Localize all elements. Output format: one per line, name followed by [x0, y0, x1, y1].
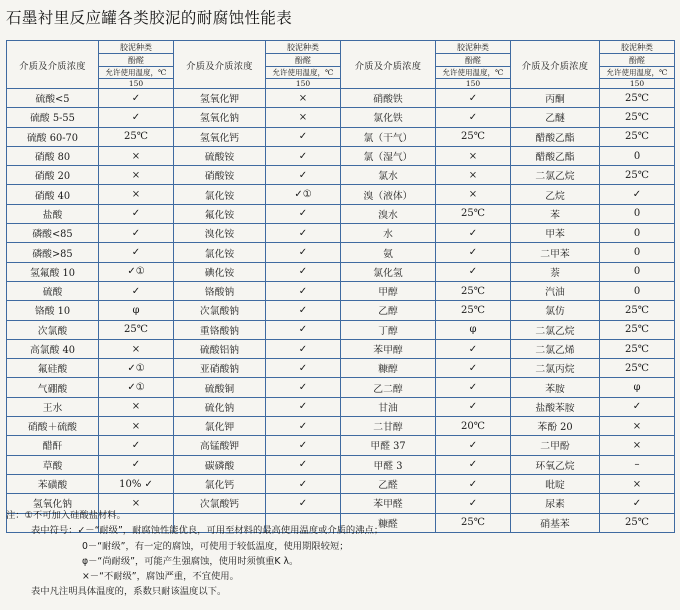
medium-cell: 乙二醇 — [341, 378, 436, 397]
header-cement-name: 酚醛 — [99, 54, 174, 67]
medium-cell: 丙酮 — [511, 89, 600, 108]
medium-cell: 氯化铵 — [174, 243, 266, 262]
note-line: φ－“尚耐级”，可能产生强腐蚀，使用时须慎重K λ。 — [82, 555, 299, 567]
rating-cell: 0 — [600, 204, 675, 223]
rating-cell: φ — [600, 378, 675, 397]
rating-cell: 25℃ — [436, 127, 511, 146]
rating-cell: ✓ — [266, 417, 341, 436]
medium-cell: 溴化铵 — [174, 224, 266, 243]
rating-cell: 0 — [600, 243, 675, 262]
rating-cell: 25℃ — [436, 281, 511, 300]
rating-cell: × — [99, 146, 174, 165]
rating-cell: ✓ — [99, 204, 174, 223]
table-row — [7, 127, 675, 146]
medium-cell: 氯（干气） — [341, 127, 436, 146]
header-cement-name: 酚醛 — [600, 54, 675, 67]
medium-cell: 磷酸<85 — [7, 224, 99, 243]
rating-cell: ✓ — [266, 262, 341, 281]
header-medium: 介质及介质浓度 — [511, 41, 600, 89]
medium-cell: 氯水 — [341, 166, 436, 185]
medium-cell: 乙醇 — [341, 301, 436, 320]
medium-cell: 甘油 — [341, 397, 436, 416]
header-max-temp-value: 150 — [99, 79, 174, 89]
rating-cell: ✓ — [436, 397, 511, 416]
table-row — [7, 166, 675, 185]
table-row — [7, 339, 675, 358]
rating-cell: ✓ — [99, 455, 174, 474]
medium-cell: 氯化铁 — [341, 108, 436, 127]
note-line: 注：①不可加入硅酸盐材料。 — [6, 510, 126, 521]
medium-cell: 二氯丙烷 — [511, 359, 600, 378]
rating-cell: ✓ — [436, 474, 511, 493]
header-cement-type: 胶泥种类 — [600, 41, 675, 54]
medium-cell: 二氯乙烷 — [511, 166, 600, 185]
note-line: 表中凡注明具体温度的，系数只耐该温度以下。 — [31, 586, 227, 598]
medium-cell: 硝酸 40 — [7, 185, 99, 204]
medium-cell: 高锰酸钾 — [174, 436, 266, 455]
medium-cell: 氢氧化钠 — [174, 108, 266, 127]
rating-cell: ✓ — [436, 262, 511, 281]
rating-cell: ✓ — [436, 108, 511, 127]
medium-cell: 苯 — [511, 204, 600, 223]
rating-cell: ✓ — [266, 224, 341, 243]
medium-cell: 二氯乙烯 — [511, 339, 600, 358]
rating-cell: × — [600, 474, 675, 493]
rating-cell: ✓ — [600, 397, 675, 416]
table-row — [7, 108, 675, 127]
rating-cell: – — [600, 455, 675, 474]
rating-cell: ✓ — [436, 243, 511, 262]
rating-cell: ✓ — [266, 243, 341, 262]
medium-cell: 硫酸铵 — [174, 146, 266, 165]
medium-cell: 硫化钠 — [174, 397, 266, 416]
header-medium: 介质及介质浓度 — [174, 41, 266, 89]
medium-cell: 丁醇 — [341, 320, 436, 339]
medium-cell: 苯酚 20 — [511, 417, 600, 436]
medium-cell: 醋酸乙酯 — [511, 146, 600, 165]
note-line: ×－“不耐级”，腐蚀严重，不宜使用。 — [82, 571, 239, 583]
rating-cell: ✓ — [436, 455, 511, 474]
rating-cell: × — [436, 166, 511, 185]
table-row — [7, 185, 675, 204]
rating-cell: 25℃ — [600, 108, 675, 127]
rating-cell: 25℃ — [600, 301, 675, 320]
header-max-temp-value: 150 — [600, 79, 675, 89]
header-medium: 介质及介质浓度 — [7, 41, 99, 89]
medium-cell: 苯甲醇 — [341, 339, 436, 358]
table-row — [7, 301, 675, 320]
table-row — [7, 417, 675, 436]
rating-cell: × — [99, 397, 174, 416]
table-row — [7, 89, 675, 108]
medium-cell: 乙醛 — [341, 474, 436, 493]
rating-cell: × — [99, 494, 174, 513]
rating-cell: ✓ — [436, 378, 511, 397]
rating-cell: × — [99, 185, 174, 204]
header-row-1 — [7, 41, 675, 54]
header-medium: 介质及介质浓度 — [341, 41, 436, 89]
table-row — [7, 320, 675, 339]
rating-cell: ✓ — [436, 494, 511, 513]
header-cement-type: 胶泥种类 — [99, 41, 174, 54]
medium-cell: 氯化钙 — [174, 474, 266, 493]
rating-cell: ✓ — [266, 301, 341, 320]
header-cement-name: 酚醛 — [266, 54, 341, 67]
medium-cell: 盐酸 — [7, 204, 99, 223]
medium-cell: 氢氧化钙 — [174, 127, 266, 146]
medium-cell: 硫酸 60-70 — [7, 127, 99, 146]
rating-cell: 20℃ — [436, 417, 511, 436]
medium-cell: 乙醚 — [511, 108, 600, 127]
rating-cell: 25℃ — [600, 89, 675, 108]
medium-cell: 溴水 — [341, 204, 436, 223]
rating-cell: ✓ — [99, 281, 174, 300]
rating-cell: 0 — [600, 146, 675, 165]
medium-cell: 硫酸 — [7, 281, 99, 300]
medium-cell: 硝酸铵 — [174, 166, 266, 185]
table-row — [7, 262, 675, 281]
medium-cell: 碳磷酸 — [174, 455, 266, 474]
medium-cell: 盐酸苯胺 — [511, 397, 600, 416]
rating-cell: ✓ — [266, 204, 341, 223]
medium-cell: 氢氧化钠 — [7, 494, 99, 513]
rating-cell: ✓ — [266, 339, 341, 358]
rating-cell: ✓ — [436, 89, 511, 108]
table-row — [7, 243, 675, 262]
rating-cell: × — [99, 166, 174, 185]
medium-cell: 硫酸铜 — [174, 378, 266, 397]
rating-cell: 10% ✓ — [99, 474, 174, 493]
rating-cell: × — [436, 146, 511, 165]
medium-cell: 次氯酸钠 — [174, 301, 266, 320]
medium-cell: 次氯酸 — [7, 320, 99, 339]
table-row — [7, 224, 675, 243]
medium-cell: 萘 — [511, 262, 600, 281]
rating-cell: ✓ — [436, 436, 511, 455]
rating-cell: × — [99, 339, 174, 358]
medium-cell: 溴（液体） — [341, 185, 436, 204]
rating-cell: ✓ — [266, 474, 341, 493]
medium-cell: 高氯酸 40 — [7, 339, 99, 358]
medium-cell: 硝基苯 — [511, 513, 600, 532]
medium-cell: 草酸 — [7, 455, 99, 474]
rating-cell: 0 — [600, 281, 675, 300]
table-row — [7, 378, 675, 397]
rating-cell: 25℃ — [600, 127, 675, 146]
header-max-temp-value: 150 — [266, 79, 341, 89]
rating-cell: ✓① — [99, 359, 174, 378]
medium-cell: 甲苯 — [511, 224, 600, 243]
medium-cell: 尿素 — [511, 494, 600, 513]
medium-cell: 苯甲醛 — [341, 494, 436, 513]
medium-cell: 二氯乙烷 — [511, 320, 600, 339]
medium-cell: 亚硝酸钠 — [174, 359, 266, 378]
rating-cell: ✓ — [266, 494, 341, 513]
rating-cell: 25℃ — [600, 166, 675, 185]
corrosion-resistance-table — [6, 40, 675, 533]
rating-cell: ✓ — [266, 146, 341, 165]
medium-cell: 汽油 — [511, 281, 600, 300]
rating-cell: ✓ — [266, 378, 341, 397]
header-max-temp: 允许使用温度，℃ — [600, 67, 675, 79]
header-cement-type: 胶泥种类 — [436, 41, 511, 54]
medium-cell: 甲醛 37 — [341, 436, 436, 455]
medium-cell: 乙烷 — [511, 185, 600, 204]
rating-cell: ✓ — [266, 166, 341, 185]
note-line: 表中符号：✓－“耐级”，耐腐蚀性能优良，可用至材料的最高使用温度或介质的沸点； — [31, 525, 384, 537]
table-row — [7, 436, 675, 455]
rating-cell: ✓ — [436, 339, 511, 358]
rating-cell: ✓ — [266, 359, 341, 378]
medium-cell: 氟化铵 — [174, 204, 266, 223]
medium-cell: 苯胺 — [511, 378, 600, 397]
medium-cell: 氯化氢 — [341, 262, 436, 281]
medium-cell: 吡啶 — [511, 474, 600, 493]
rating-cell: ✓ — [436, 359, 511, 378]
rating-cell: ✓ — [266, 127, 341, 146]
medium-cell: 硫酸<5 — [7, 89, 99, 108]
table-row — [7, 359, 675, 378]
rating-cell: ✓ — [99, 89, 174, 108]
table-row — [7, 281, 675, 300]
medium-cell: 硫酸铝钠 — [174, 339, 266, 358]
table-row — [7, 474, 675, 493]
medium-cell: 二甲苯 — [511, 243, 600, 262]
header-max-temp: 允许使用温度，℃ — [266, 67, 341, 79]
rating-cell: × — [600, 436, 675, 455]
rating-cell: × — [266, 89, 341, 108]
rating-cell: 25℃ — [99, 127, 174, 146]
rating-cell: 25℃ — [600, 320, 675, 339]
medium-cell: 气硼酸 — [7, 378, 99, 397]
medium-cell: 铬酸钠 — [174, 281, 266, 300]
medium-cell: 硝酸 20 — [7, 166, 99, 185]
header-cement-type: 胶泥种类 — [266, 41, 341, 54]
rating-cell: 25℃ — [600, 513, 675, 532]
rating-cell: × — [600, 417, 675, 436]
medium-cell: 甲醇 — [341, 281, 436, 300]
medium-cell: 甲醛 3 — [341, 455, 436, 474]
rating-cell: ✓① — [99, 378, 174, 397]
medium-cell: 氯（湿气） — [341, 146, 436, 165]
medium-cell: 氨 — [341, 243, 436, 262]
rating-cell: ✓ — [266, 436, 341, 455]
rating-cell: 25℃ — [600, 359, 675, 378]
rating-cell: 25℃ — [99, 320, 174, 339]
rating-cell: φ — [436, 320, 511, 339]
page-title: 石墨衬里反应罐各类胶泥的耐腐蚀性能表 — [6, 9, 293, 27]
header-max-temp: 允许使用温度，℃ — [436, 67, 511, 79]
notes — [6, 508, 383, 600]
medium-cell: 硫酸 5-55 — [7, 108, 99, 127]
rating-cell: 0 — [600, 262, 675, 281]
rating-cell: ✓ — [600, 185, 675, 204]
rating-cell: ✓① — [99, 262, 174, 281]
rating-cell: ✓ — [99, 224, 174, 243]
rating-cell: × — [99, 417, 174, 436]
table-row — [7, 455, 675, 474]
medium-cell: 醋酐 — [7, 436, 99, 455]
rating-cell: 25℃ — [600, 339, 675, 358]
medium-cell: 次氯酸钙 — [174, 494, 266, 513]
medium-cell: 硝酸 80 — [7, 146, 99, 165]
medium-cell: 醋酸乙酯 — [511, 127, 600, 146]
rating-cell: ✓ — [266, 320, 341, 339]
header-max-temp: 允许使用温度，℃ — [99, 67, 174, 79]
medium-cell: 氯仿 — [511, 301, 600, 320]
medium-cell: 二甘醇 — [341, 417, 436, 436]
header-cement-name: 酚醛 — [436, 54, 511, 67]
rating-cell: ✓ — [436, 224, 511, 243]
medium-cell: 王水 — [7, 397, 99, 416]
medium-cell: 铬酸 10 — [7, 301, 99, 320]
rating-cell: ✓ — [266, 455, 341, 474]
medium-cell: 氢氟酸 10 — [7, 262, 99, 281]
medium-cell: 糠醛 — [341, 513, 436, 532]
rating-cell: 0 — [600, 224, 675, 243]
rating-cell: ✓ — [99, 436, 174, 455]
medium-cell: 硝酸＋硫酸 — [7, 417, 99, 436]
medium-cell: 二甲酚 — [511, 436, 600, 455]
rating-cell: ✓ — [266, 281, 341, 300]
rating-cell: ✓ — [600, 494, 675, 513]
rating-cell: 25℃ — [436, 204, 511, 223]
header-max-temp-value: 150 — [436, 79, 511, 89]
table-row — [7, 146, 675, 165]
medium-cell: 环氧乙烷 — [511, 455, 600, 474]
medium-cell: 氟硅酸 — [7, 359, 99, 378]
rating-cell: φ — [99, 301, 174, 320]
rating-cell: ✓① — [266, 185, 341, 204]
rating-cell: ✓ — [266, 397, 341, 416]
rating-cell: ✓ — [99, 108, 174, 127]
table-row — [7, 204, 675, 223]
medium-cell: 氯化钾 — [174, 417, 266, 436]
table-row — [7, 397, 675, 416]
medium-cell: 重铬酸钠 — [174, 320, 266, 339]
rating-cell: ✓ — [99, 243, 174, 262]
rating-cell: × — [266, 108, 341, 127]
medium-cell: 水 — [341, 224, 436, 243]
medium-cell: 硝酸铁 — [341, 89, 436, 108]
medium-cell: 氯化铵 — [174, 185, 266, 204]
medium-cell: 糠醇 — [341, 359, 436, 378]
rating-cell: × — [436, 185, 511, 204]
medium-cell: 苯磺酸 — [7, 474, 99, 493]
medium-cell: 磷酸>85 — [7, 243, 99, 262]
rating-cell: 25℃ — [436, 301, 511, 320]
medium-cell: 碘化铵 — [174, 262, 266, 281]
rating-cell: 25℃ — [436, 513, 511, 532]
medium-cell: 氢氧化钾 — [174, 89, 266, 108]
note-line: 0－“耐级”，有一定的腐蚀，可使用于较低温度，使用期限较短； — [82, 540, 349, 552]
